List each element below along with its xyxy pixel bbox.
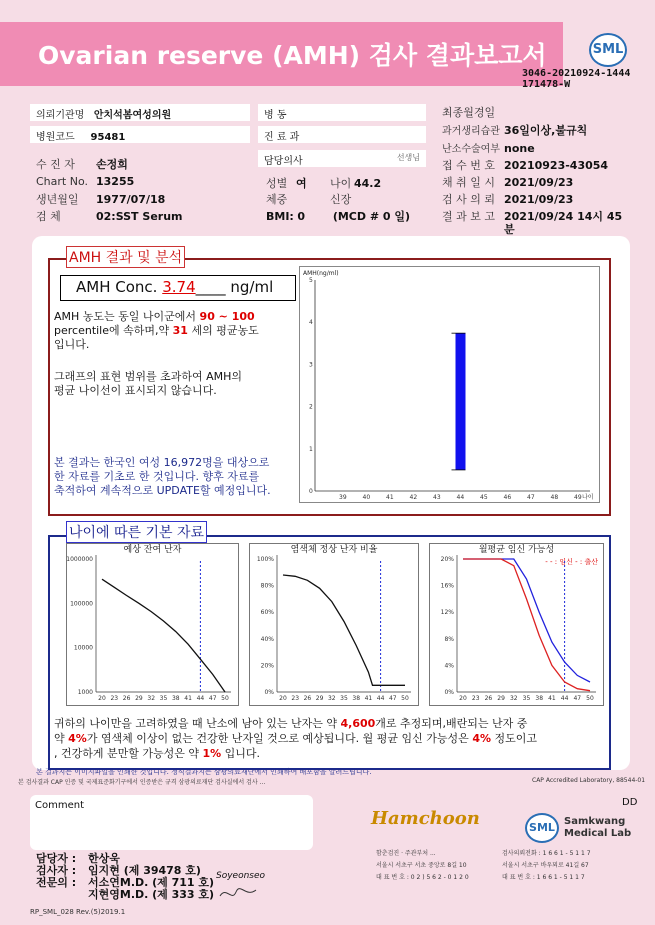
chart-preg-x-tick: 32 bbox=[509, 695, 518, 702]
signature-image: Soyeonseo bbox=[216, 871, 266, 881]
dd-mark: DD bbox=[622, 797, 638, 808]
dob-row: 생년월일 1977/07/18 bbox=[36, 193, 166, 206]
hamchoon-info3: 대 표 번 호 : 0 2 ) 5 6 2 - 0 1 2 0 bbox=[376, 874, 469, 881]
recipient-value: 손정희 bbox=[96, 158, 128, 171]
recipient-row: 수 진 자 손정희 bbox=[36, 158, 128, 171]
ovulation-row: 난소수술여부 none bbox=[442, 142, 535, 155]
chart-eggs-x-tick: 35 bbox=[159, 695, 168, 702]
chart-preg-title: 월평균 임신 가능성 bbox=[478, 545, 555, 555]
chart-eggs-x-tick: 23 bbox=[110, 695, 119, 702]
specimen-row: 검 체 02:SST Serum bbox=[36, 210, 183, 223]
chart-normal-y-tick: 0% bbox=[264, 689, 274, 696]
hamchoon-info2: 서울시 서초구 서초 중앙로 8길 10 bbox=[376, 862, 467, 869]
staff-list: 담당자 : 한상욱 검사자 : 임지현 (제 39478 호) 전문의 : 서소연M.D. (제 711 호) 지현영M.D. (제 333 호) bbox=[36, 852, 215, 901]
age-section-title: 나이에 따른 기본 자료 bbox=[66, 521, 207, 543]
amh-section-title: AMH 결과 및 분석 bbox=[66, 246, 185, 268]
chart-normal-x-tick: 50 bbox=[401, 695, 409, 702]
chart-normal-y-tick: 20% bbox=[260, 662, 274, 670]
amh-x-tick: 41 bbox=[386, 494, 394, 501]
chart-eggs-frame bbox=[67, 544, 239, 706]
hospital-code-value: 95481 bbox=[90, 132, 126, 143]
receipt-row: 접 수 번 호 20210923-43054 bbox=[442, 159, 609, 172]
chart-no-row: Chart No. 13255 bbox=[36, 175, 135, 188]
chart-eggs-x-tick: 32 bbox=[147, 695, 156, 702]
chart-normal-frame bbox=[250, 544, 419, 706]
amh-x-tick: 44 bbox=[456, 494, 465, 501]
chart-preg-x-tick: 29 bbox=[497, 695, 505, 702]
chart-eggs-x-tick: 50 bbox=[221, 695, 229, 702]
chart-eggs-y-tick: 1000 bbox=[77, 689, 93, 696]
chart-preg-x-tick: 23 bbox=[471, 695, 480, 702]
chart-preg-y-tick: 20% bbox=[440, 556, 454, 563]
chart-normal-x-tick: 38 bbox=[352, 695, 361, 702]
chart-eggs-title: 예상 잔여 난자 bbox=[123, 545, 182, 555]
comment-box: Comment bbox=[30, 795, 313, 850]
chart-preg-x-tick: 41 bbox=[548, 695, 556, 702]
amh-interpretation: AMH 농도는 동일 나이군에서 90 ~ 100 percentile에 속하며,약 31 세의 평균농도 입니다. bbox=[54, 310, 259, 351]
amh-x-tick: 42 bbox=[409, 494, 418, 501]
amh-chart-frame bbox=[300, 267, 600, 503]
remaining-eggs-chart bbox=[66, 543, 239, 706]
institution-value: 안치석봄여성의원 bbox=[93, 110, 172, 121]
report-row: 결 과 보 고 2021/09/24 14시 45 bbox=[442, 210, 623, 223]
chart-normal-x-tick: 20 bbox=[279, 695, 287, 702]
normal-egg-ratio-chart bbox=[249, 543, 419, 706]
sml-name: Samkwang Medical Lab bbox=[564, 816, 632, 839]
chart-preg-x-tick: 38 bbox=[535, 695, 544, 702]
amh-y-tick: 2 bbox=[309, 403, 313, 411]
amh-chart bbox=[299, 266, 600, 503]
chart-normal-x-tick: 35 bbox=[340, 695, 348, 702]
chart-no-value: 13255 bbox=[96, 175, 135, 188]
chart-preg-y-tick: 8% bbox=[444, 635, 454, 643]
amh-x-tick: 48 bbox=[550, 494, 559, 501]
amh-x-tick: 45 bbox=[480, 494, 488, 501]
chart-preg-legend: - - : 임신 - : 출산 bbox=[545, 558, 598, 566]
chart-eggs-x-tick: 26 bbox=[122, 695, 131, 702]
weight-height-row: 체중 신장 bbox=[266, 193, 352, 206]
chart-eggs-x-tick: 41 bbox=[184, 695, 192, 702]
chart-normal-x-tick: 26 bbox=[303, 695, 312, 702]
chart-normal-y-tick: 40% bbox=[260, 635, 274, 643]
specimen-value: 02:SST Serum bbox=[96, 210, 183, 223]
collect-row: 채 취 일 시 2021/09/23 bbox=[442, 176, 574, 189]
amh-y-tick: 5 bbox=[309, 277, 313, 284]
chart-eggs-x-tick: 29 bbox=[135, 695, 143, 702]
chart-preg-y-tick: 4% bbox=[444, 662, 454, 670]
chart-normal-title: 염색체 정상 난자 비율 bbox=[290, 545, 378, 555]
chart-preg-frame bbox=[430, 544, 604, 706]
age-value: 44.2 bbox=[354, 177, 382, 190]
amh-y-tick: 4 bbox=[309, 319, 313, 327]
amh-x-tick: 39 bbox=[339, 494, 347, 501]
amh-y-tick: 1 bbox=[309, 445, 313, 453]
sml-info3: 대 표 번 호 : 1 6 6 1 - 5 1 1 7 bbox=[502, 874, 585, 881]
report-row-cont: 분 bbox=[504, 223, 515, 236]
chart-preg-x-tick: 47 bbox=[573, 695, 582, 702]
chart-normal-x-tick: 41 bbox=[364, 695, 373, 702]
chart-normal-x-tick: 32 bbox=[327, 695, 336, 702]
doctor-row: 담당의사 선생님 bbox=[258, 150, 426, 167]
chart-preg-y-tick: 0% bbox=[444, 689, 454, 696]
amh-x-tick: 47 bbox=[527, 494, 535, 501]
amh-x-tick: 43 bbox=[433, 494, 441, 501]
fine-print-b: 본 검사결과 CAP 인증 및 국제표준화기구에서 인증받은 규격 삼광의료재단 검사실에서 검사 ... bbox=[18, 779, 266, 786]
sml-logo: SML bbox=[589, 33, 627, 67]
pregnancy-chance-chart bbox=[429, 543, 604, 706]
chart-eggs-y-tick: 100000 bbox=[70, 600, 93, 608]
chart-eggs-x-tick: 44 bbox=[196, 695, 205, 702]
amh-y-tick: 0 bbox=[309, 488, 313, 495]
chart-normal-y-tick: 60% bbox=[260, 609, 274, 617]
chart-eggs-x-tick: 47 bbox=[208, 695, 217, 702]
chart-preg-y-tick: 12% bbox=[440, 609, 454, 617]
dob-value: 1977/07/18 bbox=[96, 193, 166, 206]
chart-preg-y-tick: 16% bbox=[440, 582, 454, 590]
hospital-code-row: 병원코드 95481 bbox=[30, 126, 250, 143]
sex-age-row: 성별 여 나이 44.2 bbox=[266, 177, 382, 190]
last-menses-row: 최종월경일 bbox=[442, 106, 496, 119]
cap-accreditation: CAP Accredited Laboratory, 88544-01 bbox=[532, 777, 646, 784]
chart-normal-x-tick: 44 bbox=[376, 695, 385, 702]
chart-normal-y-tick: 100% bbox=[256, 556, 274, 563]
chart-eggs-x-tick: 20 bbox=[98, 695, 106, 702]
sml-info1: 검사의뢰전화 : 1 6 6 1 - 5 1 1 7 bbox=[502, 850, 591, 857]
chart-preg-x-tick: 50 bbox=[586, 695, 594, 702]
amh-chart-ylabel: AMH(ng/ml) bbox=[303, 270, 339, 277]
chart-eggs-y-tick: 10000 bbox=[73, 644, 93, 652]
hamchoon-info1: 함춘검진 · 주관부처 ... bbox=[376, 850, 436, 857]
chart-eggs-x-tick: 38 bbox=[171, 695, 180, 702]
form-code: RP_SML_028 Rev.(5)2019.1 bbox=[30, 908, 126, 916]
amh-conc-value: 3.74 bbox=[162, 278, 196, 296]
chart-normal-x-tick: 29 bbox=[315, 695, 324, 702]
fine-print-a: 본 결과지는 이미지파일을 인쇄한 것입니다. 정식결과지는 삼광의료재단에서 인쇄하여 배포함을 알려드립니다. bbox=[36, 768, 372, 776]
report-title: Ovarian reserve (AMH) 검사 결과보고서 bbox=[38, 41, 547, 70]
amh-bar bbox=[456, 333, 466, 470]
amh-x-tick: 46 bbox=[503, 494, 512, 501]
amh-x-label: 나이 bbox=[582, 494, 594, 501]
chart-preg-x-tick: 35 bbox=[522, 695, 531, 702]
amh-x-tick: 40 bbox=[362, 494, 371, 501]
document-id: 3046-20210924-1444 171478-W bbox=[522, 68, 631, 90]
sml-info2: 서울시 서초구 바우뫼로 41길 67 bbox=[502, 862, 589, 869]
chart-preg-x-tick: 20 bbox=[459, 695, 467, 702]
chart-preg-x-tick: 26 bbox=[484, 695, 493, 702]
cycle-row: 과거생리습관 36일이상,불규칙 bbox=[442, 124, 588, 137]
chart-normal-x-tick: 47 bbox=[388, 695, 397, 702]
amh-range-note: 그래프의 표현 범위를 초과하여 AMH의 평균 나이선이 표시되지 않습니다. bbox=[54, 370, 243, 397]
dept-row: 진 료 과 bbox=[258, 126, 426, 143]
amh-x-tick: 49 bbox=[574, 494, 582, 501]
institution-row: 의뢰기관명 안치석봄여성의원 bbox=[30, 104, 250, 121]
chart-preg-x-tick: 44 bbox=[560, 695, 569, 702]
age-summary: 귀하의 나이만을 고려하였을 때 난소에 남아 있는 난자는 약 4,600개로 추정되며,배란되는 난자 중 약 4%가 염색체 이상이 없는 건강한 난자일 것으로 예상됩니다. 월 평균 임신 가능성은 4% 정도이고 , 건강하게 분만할 가능성은 약 1% 입니다. bbox=[54, 717, 538, 760]
ward-row: 병 동 bbox=[258, 104, 426, 121]
amh-y-tick: 3 bbox=[309, 361, 313, 369]
signature-scribble bbox=[218, 884, 258, 902]
bmi-row: BMI: 0 (MCD # 0 일) bbox=[266, 210, 411, 223]
chart-eggs-y-tick: 1000000 bbox=[66, 556, 93, 563]
sml-footer-logo: SML bbox=[525, 813, 559, 843]
chart-normal-x-tick: 23 bbox=[291, 695, 300, 702]
amh-conc-box: AMH Conc. 3.74____ ng/ml bbox=[60, 275, 296, 301]
hamchoon-logo: Hamchoon bbox=[371, 808, 480, 829]
amh-data-note: 본 결과는 한국인 여성 16,972명을 대상으로 한 자료를 기초로 한 것입니다. 향후 자료를 축적하여 계속적으로 UPDATE할 예정입니다. bbox=[54, 456, 271, 497]
test-row: 검 사 의 뢰 2021/09/23 bbox=[442, 193, 574, 206]
chart-normal-y-tick: 80% bbox=[260, 582, 274, 590]
